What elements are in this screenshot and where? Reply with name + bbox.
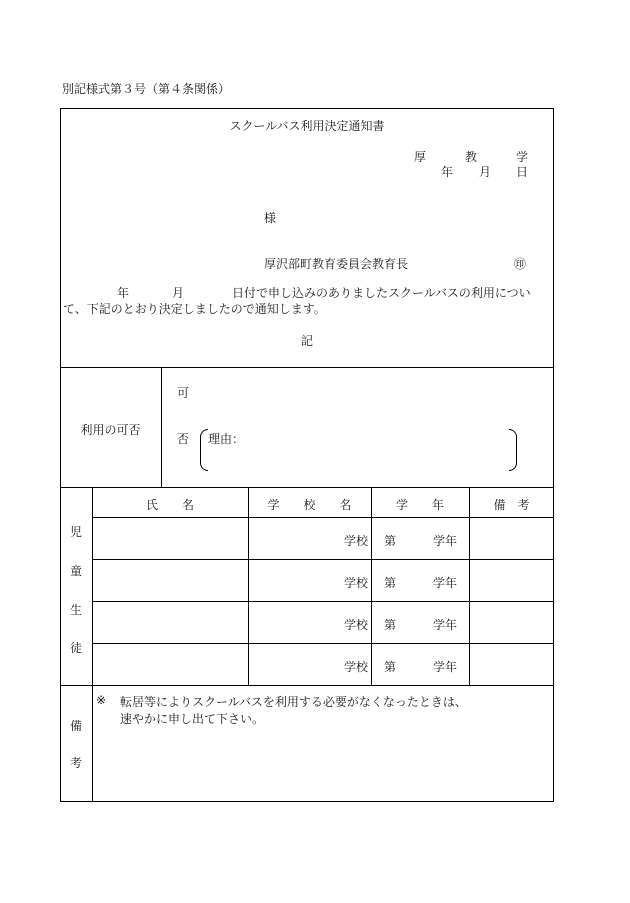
table-row-4-grade-suffix: 学年 <box>433 660 458 674</box>
availability-divider <box>161 367 162 487</box>
divider-availability <box>60 487 554 488</box>
body-year-label: 年 <box>117 286 130 300</box>
students-side-char-3: 生 <box>69 603 82 617</box>
table-row-3-grade-prefix: 第 <box>384 618 397 632</box>
students-side-char-1: 児 <box>69 525 82 539</box>
students-side-char-4: 徒 <box>69 641 82 655</box>
table-row-1-school-suffix: 学校 <box>344 534 369 548</box>
form-title: スクールバス利用決定通知書 <box>229 119 385 133</box>
body-text-line-1: 日付で申し込みのありましたスクールバスの利用につい <box>232 286 531 300</box>
table-row-2-grade-prefix: 第 <box>384 576 397 590</box>
remarks-mark: ※ <box>96 693 107 707</box>
row-line-1 <box>92 559 554 560</box>
availability-label: 利用の可否 <box>80 423 141 437</box>
table-row-2-school-suffix: 学校 <box>344 576 369 590</box>
date-day-label: 日 <box>516 165 529 179</box>
table-row-1-grade-prefix: 第 <box>384 534 397 548</box>
doc-number-char-3: 学 <box>516 150 529 164</box>
divider-students <box>60 685 554 686</box>
form-reference: 別記様式第３号（第４条関係） <box>62 82 231 96</box>
issuer-name: 厚沢部町教育委員会教育長 <box>264 257 409 271</box>
table-row-3-school-suffix: 学校 <box>344 618 369 632</box>
date-month-label: 月 <box>479 165 492 179</box>
header-name: 氏 名 <box>145 498 194 512</box>
doc-number-char-1: 厚 <box>414 150 427 164</box>
remarks-side-char-1: 備 <box>69 719 82 733</box>
header-grade: 学 年 <box>395 498 444 512</box>
row-line-3 <box>92 643 554 644</box>
ki-label: 記 <box>300 334 313 348</box>
divider-notice <box>60 367 554 368</box>
header-school: 学 校 名 <box>267 498 352 512</box>
reason-bracket-left <box>200 429 208 471</box>
doc-number-char-2: 教 <box>465 150 478 164</box>
remarks-line-2: 速やかに申し出て下さい。 <box>120 712 265 726</box>
row-line-header <box>92 517 554 518</box>
addressee-suffix: 様 <box>264 211 277 225</box>
table-row-2-grade-suffix: 学年 <box>433 576 458 590</box>
remarks-side-divider <box>92 685 93 802</box>
body-text-line-2: て、下記のとおり決定しましたので通知します。 <box>63 302 326 316</box>
remarks-line-1: 転居等によりスクールバスを利用する必要がなくなったときは、 <box>120 695 467 709</box>
body-month-label: 月 <box>172 286 185 300</box>
table-row-4-grade-prefix: 第 <box>384 660 397 674</box>
availability-yes: 可 <box>177 386 190 400</box>
reason-label: 理由： <box>208 432 245 446</box>
table-row-4-school-suffix: 学校 <box>344 660 369 674</box>
row-line-2 <box>92 601 554 602</box>
students-side-char-2: 童 <box>69 564 82 578</box>
remarks-side-char-2: 考 <box>69 756 82 770</box>
table-row-1-grade-suffix: 学年 <box>433 534 458 548</box>
seal-mark: ㊞ <box>514 257 527 271</box>
header-remarks: 備 考 <box>493 498 530 512</box>
table-row-3-grade-suffix: 学年 <box>433 618 458 632</box>
date-year-label: 年 <box>441 165 454 179</box>
availability-no: 否 <box>177 432 190 446</box>
reason-bracket-right <box>509 429 517 471</box>
